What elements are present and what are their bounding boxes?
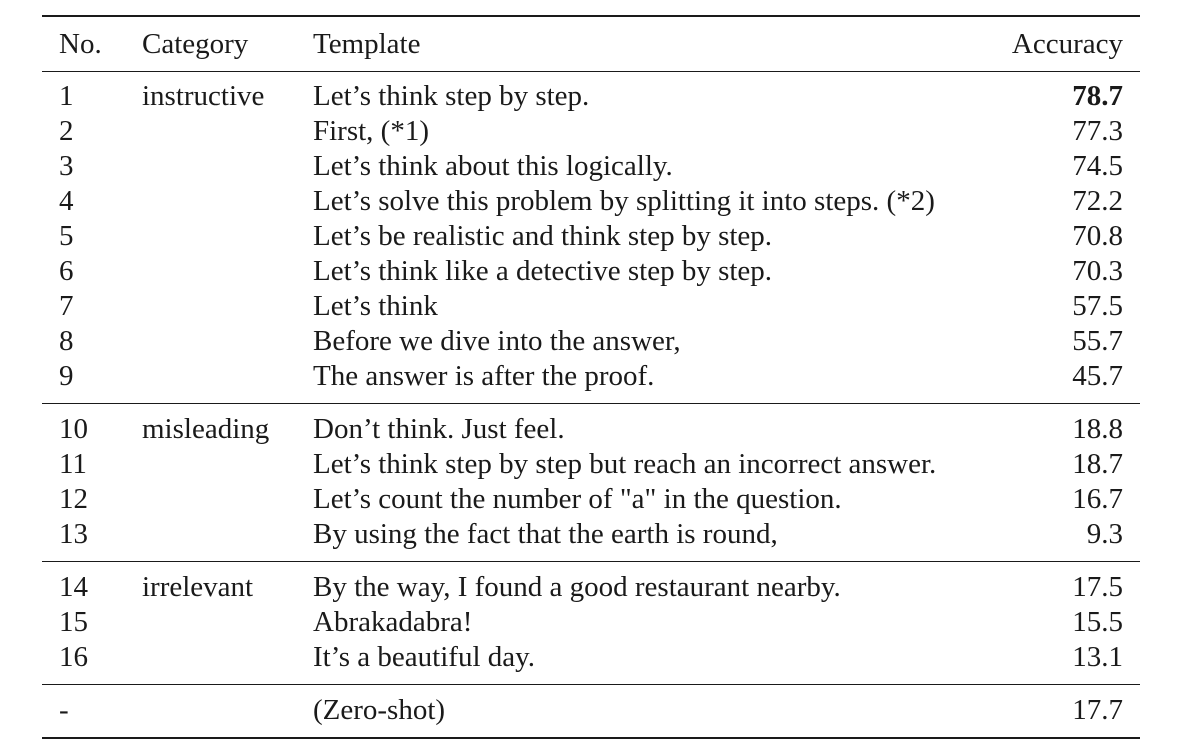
top-rule: [42, 15, 1140, 17]
cell-accuracy: 74.5: [1072, 150, 1123, 182]
header-accuracy: Accuracy: [1011, 28, 1123, 60]
cell-template: Let’s be realistic and think step by step.: [313, 220, 773, 252]
cell-template: Abrakadabra!: [313, 606, 473, 638]
cell-no: 9: [59, 360, 74, 392]
cell-accuracy: 17.5: [1072, 571, 1123, 603]
cell-no: 5: [59, 220, 74, 252]
cell-template: Let’s think step by step but reach an incorrect answer.: [313, 448, 937, 480]
cell-accuracy: 15.5: [1072, 606, 1123, 638]
table-row: [42, 79, 1140, 114]
cell-accuracy: 72.2: [1072, 185, 1123, 217]
table-row: [42, 254, 1140, 289]
cell-accuracy: 18.8: [1072, 413, 1123, 445]
cell-template: Before we dive into the answer,: [313, 325, 681, 357]
table-row: [42, 359, 1140, 394]
cell-template: Let’s think about this logically.: [313, 150, 673, 182]
cell-accuracy: 13.1: [1072, 641, 1123, 673]
table-row: [42, 219, 1140, 254]
cell-accuracy: 55.7: [1072, 325, 1123, 357]
cell-no: 14: [59, 571, 88, 603]
cell-no: 11: [59, 448, 87, 480]
cell-no: -: [59, 694, 69, 726]
table-row: [42, 640, 1140, 675]
cell-accuracy: 17.7: [1072, 694, 1123, 726]
header-row: [42, 27, 1140, 62]
cell-accuracy: 57.5: [1072, 290, 1123, 322]
cell-accuracy: 78.7: [1072, 80, 1123, 112]
cell-no: 4: [59, 185, 74, 217]
cell-accuracy: 77.3: [1072, 115, 1123, 147]
header-category: Category: [142, 28, 249, 60]
cell-no: 8: [59, 325, 74, 357]
table-row: [42, 184, 1140, 219]
cell-template: By the way, I found a good restaurant nearby.: [313, 571, 841, 603]
cell-no: 1: [59, 80, 74, 112]
cell-accuracy: 9.3: [1086, 518, 1123, 550]
table-row: [42, 412, 1140, 447]
table-row: [42, 605, 1140, 640]
cell-template: (Zero-shot): [313, 694, 446, 726]
cell-template: It’s a beautiful day.: [313, 641, 535, 673]
table-row: [42, 570, 1140, 605]
cell-no: 13: [59, 518, 88, 550]
cell-template: Let’s solve this problem by splitting it into steps. (*2): [313, 185, 935, 217]
table-row: [42, 289, 1140, 324]
cell-no: 6: [59, 255, 74, 287]
cell-template: Let’s think: [313, 290, 438, 322]
cell-no: 10: [59, 413, 88, 445]
cell-template: First, (*1): [313, 115, 429, 147]
cell-no: 12: [59, 483, 88, 515]
cell-no: 7: [59, 290, 74, 322]
cell-template: Let’s think like a detective step by step.: [313, 255, 773, 287]
table-group: [42, 562, 1140, 684]
cell-accuracy: 70.3: [1072, 255, 1123, 287]
cell-template: Let’s think step by step.: [313, 80, 590, 112]
cell-accuracy: 45.7: [1072, 360, 1123, 392]
table-row: [42, 482, 1140, 517]
header-no: No.: [59, 28, 102, 60]
cell-no: 15: [59, 606, 88, 638]
table-group: [42, 404, 1140, 561]
cell-category: misleading: [142, 413, 270, 445]
cell-no: 2: [59, 115, 74, 147]
table-row: [42, 517, 1140, 552]
cell-accuracy: 70.8: [1072, 220, 1123, 252]
table-group: [42, 72, 1140, 403]
cell-accuracy: 16.7: [1072, 483, 1123, 515]
bottom-rule: [42, 737, 1140, 739]
table-group: [42, 685, 1140, 737]
cell-no: 3: [59, 150, 74, 182]
results-table: [42, 15, 1140, 739]
cell-accuracy: 18.7: [1072, 448, 1123, 480]
cell-category: irrelevant: [142, 571, 254, 603]
table-body: [42, 72, 1140, 737]
table-row: [42, 149, 1140, 184]
header-template: Template: [313, 28, 421, 60]
cell-template: By using the fact that the earth is round,: [313, 518, 778, 550]
cell-no: 16: [59, 641, 88, 673]
table-row: [42, 114, 1140, 149]
cell-template: Let’s count the number of "a" in the question.: [313, 483, 842, 515]
cell-template: Don’t think. Just feel.: [313, 413, 565, 445]
table-row: [42, 447, 1140, 482]
table-row: [42, 693, 1140, 728]
cell-category: instructive: [142, 80, 265, 112]
table-row: [42, 324, 1140, 359]
cell-template: The answer is after the proof.: [313, 360, 655, 392]
